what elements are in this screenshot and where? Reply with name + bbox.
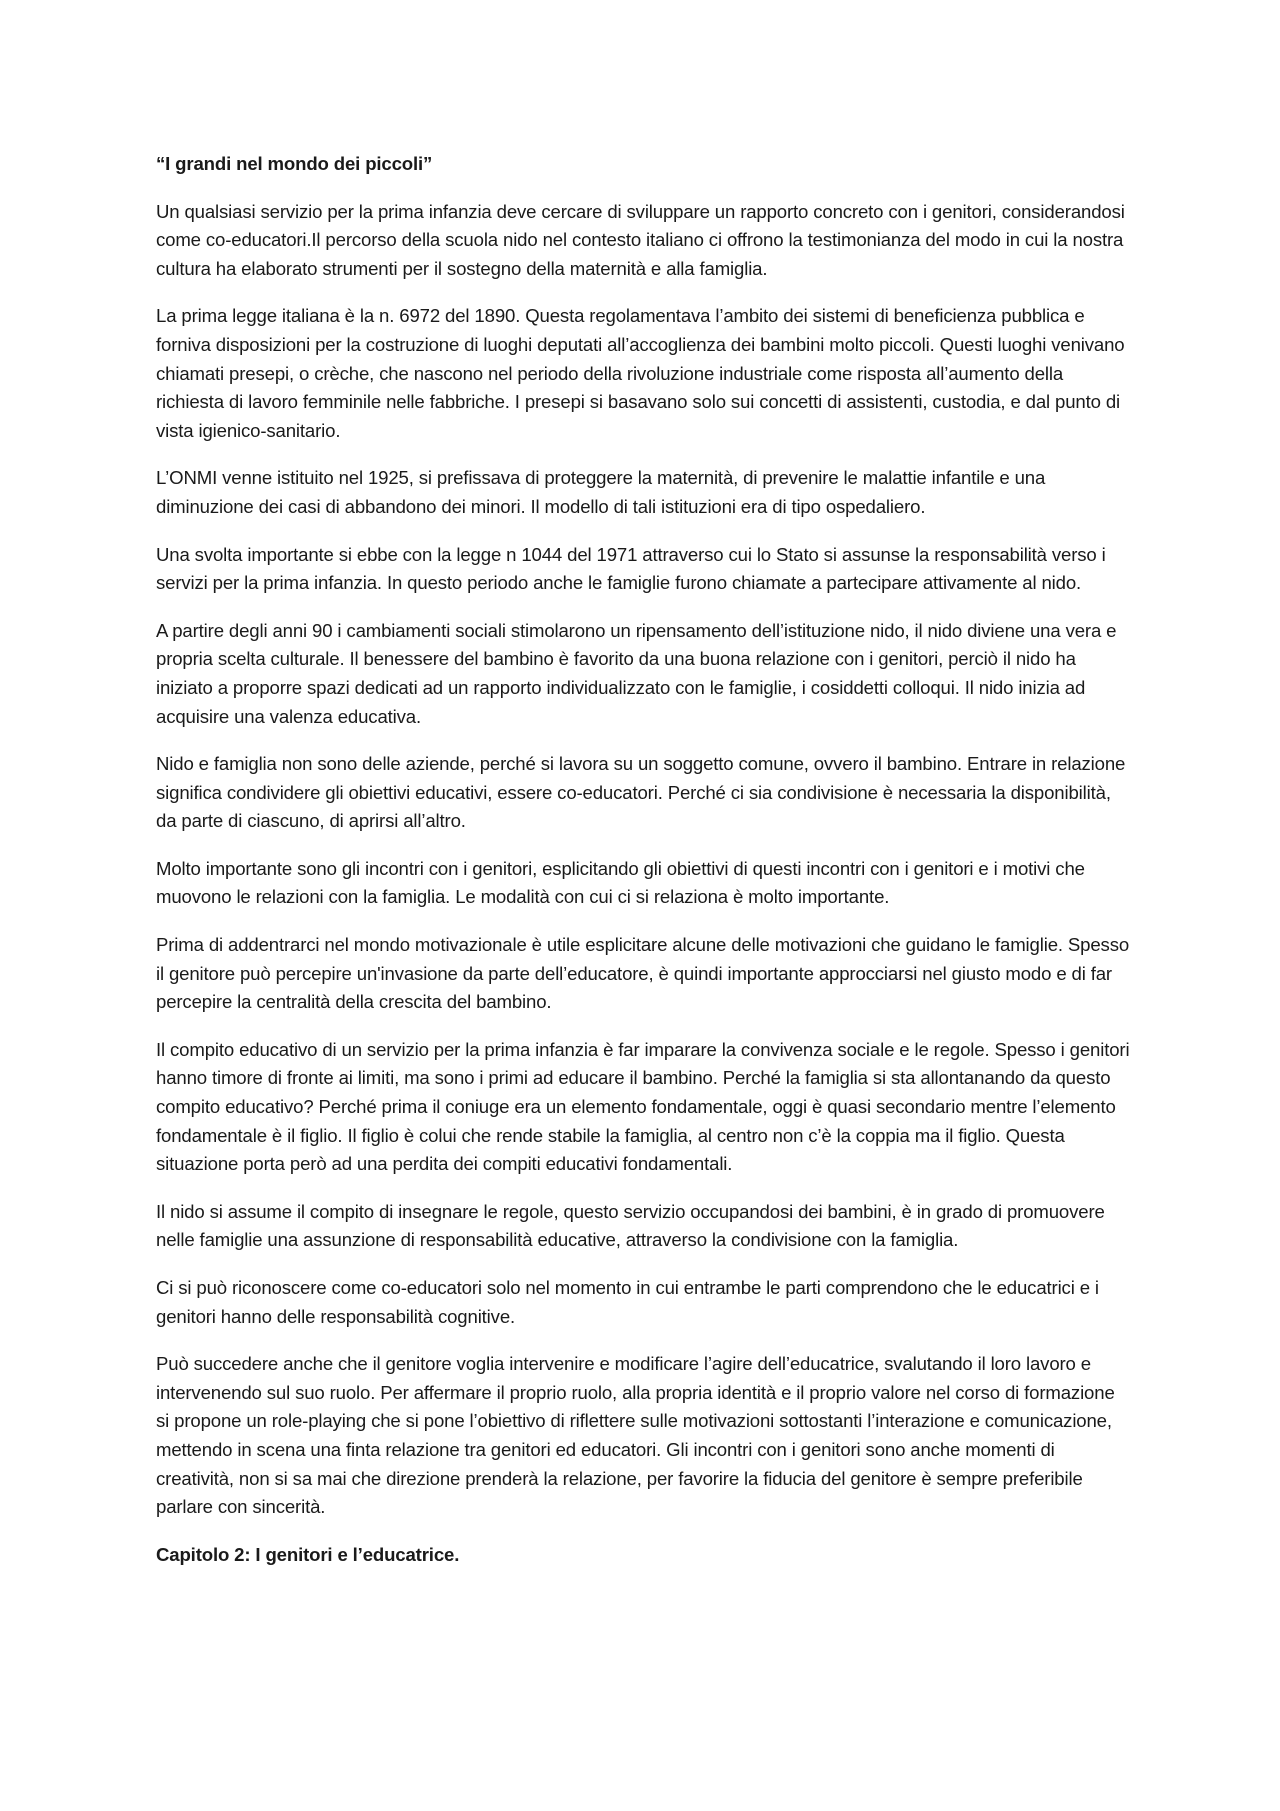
paragraph: A partire degli anni 90 i cambiamenti sociali stimolarono un ripensamento dell’istituzione nido, il nido diviene una vera e propria scelta culturale. Il benessere del bambino è favorito da una buona relazione con i genitori, perciò il nido ha iniziato a proporre spazi dedicati ad un rapporto individualizzato con le famiglie, i cosiddetti colloqui. Il nido inizia ad acquisire una valenza educativa. (156, 619, 1117, 727)
paragraph: Un qualsiasi servizio per la prima infanzia deve cercare di sviluppare un rapporto concreto con i genitori, considerandosi come co-educatori.Il percorso della scuola nido nel contesto italiano ci offrono la testimonianza del modo in cui la nostra cultura ha elaborato strumenti per il sostegno della maternità e alla famiglia. (156, 200, 1125, 279)
paragraph: Il nido si assume il compito di insegnare le regole, questo servizio occupandosi dei bambini, è in grado di promuovere nelle famiglie una assunzione di responsabilità educative, attraverso la condivisione con la famiglia. (156, 1200, 1105, 1251)
paragraph: Il compito educativo di un servizio per la prima infanzia è far imparare la convivenza sociale e le regole. Spesso i genitori hanno timore di fronte ai limiti, ma sono i primi ad educare il bambino. Perché la famiglia si sta allontanando da questo compito educativo? Perché prima il coniuge era un elemento fondamentale, oggi è quasi secondario mentre l’elemento fondamentale è il figlio. Il figlio è colui che rende stabile la famiglia, al centro non c’è la coppia ma il figlio. Questa situazione porta però ad una perdita dei compiti educativi fondamentali. (156, 1038, 1130, 1175)
paragraph: L’ONMI venne istituito nel 1925, si prefissava di proteggere la maternità, di prevenire le malattie infantile e una diminuzione dei casi di abbandono dei minori. Il modello di tali istituzioni era di tipo ospedaliero. (156, 467, 1046, 517)
paragraph: Prima di addentrarci nel mondo motivazionale è utile esplicitare alcune delle motivazioni che guidano le famiglie. Spesso il genitore può percepire un'invasione da parte dell’educatore, è quindi importante approcciarsi nel giusto modo e di far percepire la centralità della crescita del bambino. (156, 934, 1130, 1013)
paragraph: Nido e famiglia non sono delle aziende, perché si lavora su un soggetto comune, ovvero il bambino. Entrare in relazione significa condividere gli obiettivi educativi, essere co-educatori. Perché ci sia condivisione è necessaria la disponibilità, da parte di ciascuno, di aprirsi all’altro. (156, 753, 1126, 832)
chapter-heading: Capitolo 2: I genitori e l’educatrice. (156, 1543, 460, 1565)
paragraph: Molto importante sono gli incontri con i genitori, esplicitando gli obiettivi di questi incontri con i genitori e i motivi che muovono le relazioni con la famiglia. Le modalità con cui ci si relaziona è molto importante. (156, 857, 1085, 908)
paragraph: Può succedere anche che il genitore voglia intervenire e modificare l’agire dell’educatrice, svalutando il loro lavoro e intervenendo sul suo ruolo. Per affermare il proprio ruolo, alla propria identità e il proprio valore nel corso di formazione si propone un role-playing che si pone l’obiettivo di riflettere sulle motivazioni sottostanti l’interazione e comunicazione, mettendo in scena una finta relazione tra genitori ed educatori. Gli incontri con i genitori sono anche momenti di creatività, non si sa mai che direzione prenderà la relazione, per favorire la fiducia del genitore è sempre preferibile parlare con sincerità. (156, 1353, 1115, 1518)
paragraph: Ci si può riconoscere come co-educatori solo nel momento in cui entrambe le parti comprendono che le educatrici e i genitori hanno delle responsabilità cognitive. (156, 1277, 1099, 1327)
document-page (156, 150, 1131, 1569)
paragraph: La prima legge italiana è la n. 6972 del 1890. Questa regolamentava l’ambito dei sistemi di beneficienza pubblica e forniva disposizioni per la costruzione di luoghi deputati all’accoglienza dei bambini molto piccoli. Questi luoghi venivano chiamati presepi, o crèche, che nascono nel periodo della rivoluzione industriale come risposta all’aumento della richiesta di lavoro femminile nelle fabbriche. I presepi si basavano solo sui concetti di assistenti, custodia, e dal punto di vista igienico-sanitario. (156, 305, 1125, 441)
paragraph: Una svolta importante si ebbe con la legge n 1044 del 1971 attraverso cui lo Stato si assunse la responsabilità verso i servizi per la prima infanzia. In questo periodo anche le famiglie furono chiamate a partecipare attivamente al nido. (156, 543, 1106, 594)
document-title: “I grandi nel mondo dei piccoli” (156, 153, 433, 174)
